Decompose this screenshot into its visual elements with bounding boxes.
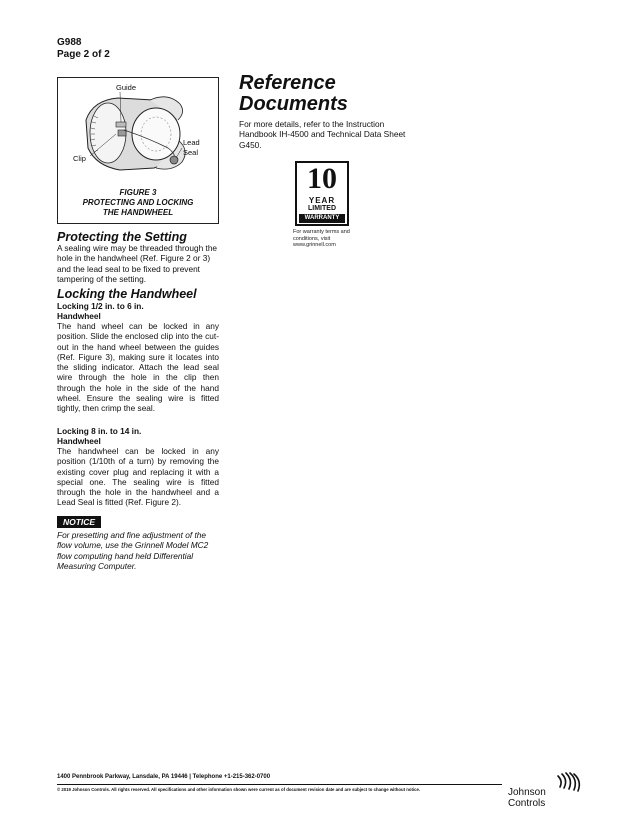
warranty-number: 10 (307, 162, 337, 195)
footer-divider (57, 784, 502, 785)
logo-line1: Johnson (508, 787, 546, 798)
sub2-line2: Handwheel (57, 436, 101, 447)
protecting-text: A sealing wire may be threaded through the hole in the handwheel (Ref. Figure 2 or 3) and the lead seal to be fixed to prevent tampering of the setting. (57, 243, 218, 284)
reference-title-line2: Documents (239, 93, 348, 115)
figure-3 (57, 77, 219, 224)
label-clip: Clip (73, 154, 86, 163)
caption-line: PROTECTING AND LOCKING (82, 198, 194, 207)
footer-address: 1400 Pennbrook Parkway, Lansdale, PA 19446 | Telephone +1-215-362-0700 (57, 774, 271, 780)
protecting-heading: Protecting the Setting (57, 230, 187, 244)
reference-title-line1: Reference (239, 72, 336, 94)
sub2-line1: Locking 8 in. to 14 in. (57, 426, 142, 436)
doc-code: G988 (57, 37, 82, 48)
warranty-label: WARRANTY (299, 214, 345, 223)
caption-line: THE HANDWHEEL (102, 208, 174, 217)
label-guide: Guide (116, 83, 137, 92)
johnson-controls-wordmark (508, 787, 546, 809)
notice-badge: NOTICE (57, 516, 101, 528)
caption-line: FIGURE 3 (119, 188, 157, 197)
warranty-badge (295, 161, 349, 226)
locking-heading: Locking the Handwheel (57, 287, 197, 301)
notice-text: For presetting and fine adjustment of the flow volume, use the Grinnell Model MC2 flow computing hand held Differential Measuring Computer. (57, 530, 209, 571)
sub1-line2: Handwheel (57, 311, 101, 322)
reference-heading (239, 73, 348, 115)
figure-caption (58, 188, 218, 218)
locking-sub1 (57, 301, 219, 322)
footer-copyright: © 2019 Johnson Controls. All rights reserved. All specifications and other information shown were current as of document revision date and are subject to change without notice. (57, 787, 421, 792)
logo-line2: Controls (508, 798, 546, 809)
locking-text2: The handwheel can be locked in any position (1/10th of a turn) by removing the existing cover plug and replacing it with a special one. The sealing wire is fitted through the hole in the handwheel and a Lead Seal is fitted (Ref. Figure 2). (57, 446, 219, 508)
reference-text: For more details, refer to the Instruction Handbook IH-4500 and Technical Data Sheet G450. (239, 119, 406, 150)
warranty-year: YEAR (308, 196, 336, 205)
label-lead: Lead (183, 138, 200, 147)
warranty-note: For warranty terms and conditions, visit www.grinnell.com (293, 229, 350, 248)
locking-sub2 (57, 426, 219, 447)
label-seal: Seal (183, 148, 199, 157)
locking-text1: The hand wheel can be locked in any position. Slide the enclosed clip into the cut-out in the hand wheel between the guides (Ref. Figure 3), making sure it locates into the sliding indicator. Attach the lead seal wire through the hole in the clip then through the hole in the side of the hand wheel. Ensure the sealing wire is fitted tightly, then crimp the seal. (57, 321, 219, 414)
handwheel-illustration (58, 78, 218, 188)
sub1-line1: Locking 1/2 in. to 6 in. (57, 301, 144, 311)
warranty-limited: LIMITED (308, 205, 336, 212)
page-number: Page 2 of 2 (57, 49, 110, 60)
